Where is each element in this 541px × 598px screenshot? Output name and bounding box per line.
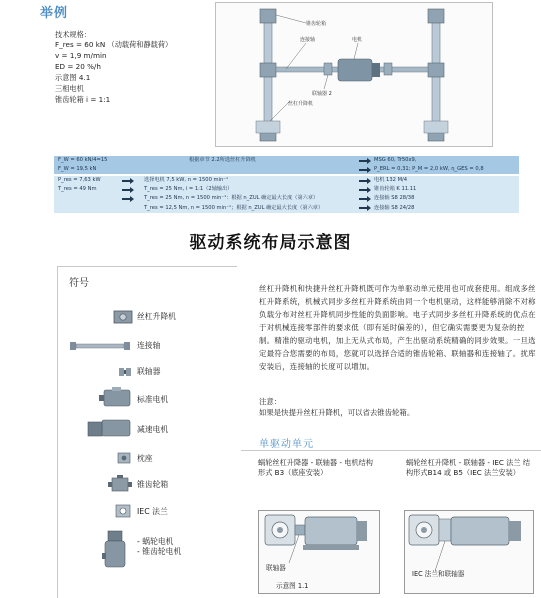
coupling-icon [118,366,132,378]
arrow-right-icon [359,178,371,184]
calc-row [54,204,519,213]
section-divider [241,450,541,451]
calc-cell: P_res = 7,63 kW [58,177,101,183]
calc-cell: 锥齿轮箱 K 11.11 [374,186,417,193]
calc-row [54,156,519,165]
arrow-right-icon [359,158,371,164]
calc-cell: F_W = 60 kN/4=15 [58,157,108,163]
single-drive-right-drawing [404,510,534,594]
arrow-right-icon [122,187,134,193]
calc-cell: MSG 60, Tr50x9, [374,157,417,163]
symbols-panel [57,266,237,598]
worm-motor-icon [98,529,132,571]
schematic-label-coupling: 联轴器 2 [312,91,332,97]
example-spec-figure: 示意图 4.1 [55,73,91,82]
symbol-label-bevel-gearbox: 锥齿轮箱 [137,480,169,489]
example-spec-gearbox: 锥齿轮箱 i = 1:1 [55,95,111,104]
drive-schematic-drawing [216,3,494,148]
standard-motor-icon [98,387,132,409]
schematic-label-shaft: 连接轴 [300,37,316,43]
calc-row [54,194,519,203]
example-title: 举例 [40,6,69,21]
calc-cell: T_res = 25 Nm, n = 1500 min⁻¹：根据 n_ZUL 确定最大长度（第六章） [144,195,319,202]
calc-row [54,185,519,194]
iec-flange-icon [114,503,132,519]
calc-cell: 选择电机 7,5 kW, n = 1500 min⁻¹ [144,177,229,183]
screw-jack-flange-drawing [405,511,533,593]
symbol-label-coupling: 联轴器 [137,367,161,376]
calc-cell: T_res = 12,5 Nm, n = 1500 min⁻¹；根据 n_ZUL 确定最大长度（第六章） [144,204,324,211]
iec-flange-callout: IEC 法兰和联轴器 [412,570,465,578]
symbol-label-iec-flange: IEC 法兰 [137,507,168,516]
gear-motor-icon [86,417,132,439]
symbols-title: 符号 [69,278,89,289]
calc-cell: P_ERL = 0,31; P_M = 2,0 kW, η_GES = 0,8 [374,166,484,173]
calculation-table [54,156,519,216]
symbol-label-gear-motor: 减速电机 [137,425,169,434]
calc-cell: T_res = 25 Nm, i = 1:1（2轴输出） [144,186,233,193]
arrow-right-icon [359,196,371,202]
single-drive-right-caption: 蜗轮丝杠升降机 - 联轴器 - IEC 法兰 结构形式B14 或 B5（IEC 法兰安装） [406,458,531,477]
calc-cell: 连接轴 S8 28/38 [374,195,415,202]
arrow-right-icon [359,167,371,173]
note-title: 注意： [259,397,282,406]
symbol-label-screw-jack: 丝杠升降机 [137,312,176,321]
calc-cell: T_res = 49 Nm [58,186,97,193]
note-text: 如果是快提升丝杠升降机，可以省去锥齿轮箱。 [259,408,415,417]
connecting-shaft-icon [70,341,130,351]
figure-caption: 示意图 1.1 [276,582,309,590]
screw-jack-icon [112,309,134,325]
schematic-label-jack: 丝杠升降机 [288,101,314,107]
example-spec-duty: ED = 20 %/h [55,62,101,71]
calc-row [54,176,519,185]
arrow-right-icon [122,178,134,184]
calc-row [54,165,519,174]
single-drive-left-caption: 蜗轮丝杠升降器 - 联轴器 - 电机结构形式 B3（底座安装） [258,458,373,477]
example-spec-speed: v = 1,9 m/min [55,51,107,60]
example-spec-load: F_res = 60 kN （动载荷和静载荷） [55,40,173,49]
arrow-right-icon [359,205,371,211]
symbol-label-worm-motor: - 蜗轮电机 - 锥齿轮电机 [137,537,182,556]
bevel-gearbox-icon [108,475,132,493]
calc-cell: F_W = 19,5 kN [58,166,97,173]
example-spec-heading: 技术规格： [55,30,91,39]
example-spec-motor: 三相电机 [55,84,84,93]
schematic-label-motor: 电机 [352,37,363,43]
calc-cell: 连接轴 S8 24/28 [374,204,415,211]
coupling-callout: 联轴器 [266,564,286,572]
layout-description: 丝杠升降机和快捷升丝杠升降机既可作为单驱动单元使用也可成套使用。组成多丝杠升降系统，机械式同步多丝杠升降系统由同一个电机驱动，这样能够消除不对称负载分布对丝杠升降机同步性能的负面影响。电子式同步多丝杠升降系统的优点在于对机械连接零部件的要求低（即有延时偏差的），但它确实需要更为复杂的控制。精准的驱动电机，加上无从式布局，产生出驱动系统精确的同步效果。一旦选定最符合您需要的布局，您就可以选择合适的锥齿轮箱、联轴器和连接轴了。扰库安装后，连接轴的长度可以增加。 [259,284,536,371]
schematic-label-gearbox: 锥齿轮箱 [306,21,327,27]
page-title: 驱动系统布局示意图 [189,233,352,253]
calc-cell: 根据章节 2.2所选丝杠升降机 [189,157,256,163]
symbol-label-connecting-shaft: 连接轴 [137,341,161,350]
calc-cell: 电机 132 M/4 [374,177,408,183]
single-drive-title: 单驱动单元 [259,439,314,450]
drive-schematic [215,2,493,147]
pillow-block-icon [116,451,132,465]
arrow-right-icon [122,196,134,202]
symbol-label-standard-motor: 标准电机 [137,395,169,404]
arrow-right-icon [359,187,371,193]
symbol-label-pillow-block: 枕座 [137,454,153,463]
